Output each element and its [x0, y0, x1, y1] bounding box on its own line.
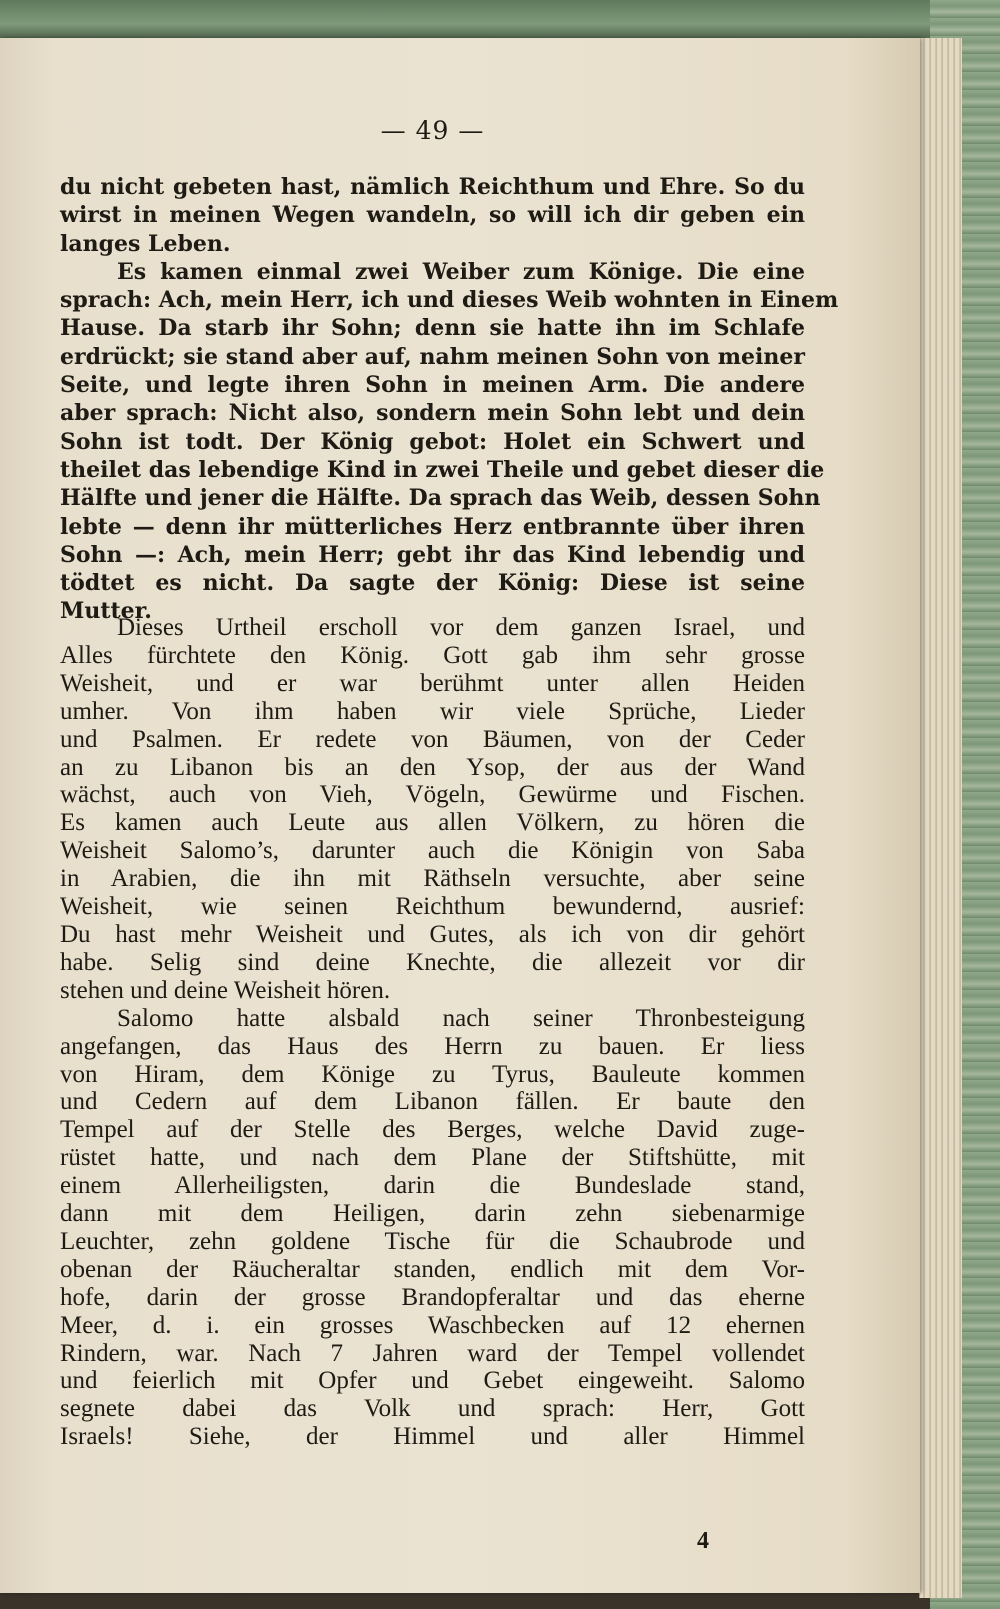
text-line: segnete dabei das Volk und sprach: Herr, Gott — [60, 1395, 805, 1423]
page-stack — [919, 38, 962, 1598]
text-line: und feierlich mit Opfer und Gebet eingeweiht. Salomo — [60, 1367, 805, 1395]
text-line: und Cedern auf dem Libanon fällen. Er baute den — [60, 1088, 805, 1116]
text-line: lebte — denn ihr mütterliches Herz entbrannte über ihren — [60, 513, 805, 540]
text-line: rüstet hatte, und nach dem Plane der Stiftshütte, mit — [60, 1144, 805, 1172]
text-line: tödtet es nicht. Da sagte der König: Diese ist seine — [60, 570, 805, 597]
text-line: du nicht gebeten hast, nämlich Reichthum und Ehre. So du — [60, 174, 805, 200]
text-line: und Psalmen. Er redete von Bäumen, von der Ceder — [60, 725, 805, 753]
text-line: Sohn —: Ach, mein Herr; gebt ihr das Kind lebendig und — [60, 541, 805, 568]
text-line: wächst, auch von Vieh, Vögeln, Gewürme und Fischen. — [60, 781, 805, 809]
text-line: Tempel auf der Stelle des Berges, welche David zuge- — [60, 1116, 805, 1144]
book-cover-edge — [0, 0, 1000, 40]
fraktur-paragraphs — [60, 173, 839, 626]
text-line: sprach: Ach, mein Herr, ich und dieses Weib wohnten in Einem — [60, 287, 839, 314]
text-line: von Hiram, dem Könige zu Tyrus, Bauleute kommen — [60, 1060, 805, 1088]
text-line: Meer, d. i. ein grosses Waschbecken auf 12 ehernen — [60, 1311, 805, 1339]
text-line: dann mit dem Heiligen, darin zehn siebenarmige — [60, 1200, 805, 1228]
text-line: Dieses Urtheil erscholl vor dem ganzen Israel, und — [117, 614, 805, 641]
text-line: einem Allerheiligsten, darin die Bundeslade stand, — [60, 1172, 805, 1200]
text-line: erdrückt; sie stand aber auf, nahm meinen Sohn von meiner — [60, 343, 805, 370]
text-line: an zu Libanon bis an den Ysop, der aus der Wand — [60, 753, 805, 781]
roman-paragraphs — [60, 614, 805, 1451]
text-line: Mutter. — [60, 598, 152, 625]
text-line: wirst in meinen Wegen wandeln, so will ich dir geben ein — [60, 202, 805, 229]
text-line: Rindern, war. Nach 7 Jahren ward der Tempel vollendet — [60, 1339, 805, 1367]
text-line: Leuchter, zehn goldene Tische für die Schaubrode und — [60, 1227, 805, 1255]
text-line: Seite, und legte ihren Sohn in meinen Arm. Die andere — [60, 372, 805, 399]
text-line: Weisheit, und er war berühmt unter allen Heiden — [60, 669, 805, 697]
text-line: Salomo hatte alsbald nach seiner Thronbesteigung — [117, 1004, 805, 1032]
page-number: — 49 — — [380, 116, 485, 145]
text-line: Es kamen auch Leute aus allen Völkern, zu hören die — [60, 809, 805, 837]
book-page — [0, 38, 920, 1593]
text-line: Alles fürchtete den König. Gott gab ihm sehr grosse — [60, 641, 805, 669]
text-line: hofe, darin der grosse Brandopferaltar und das eherne — [60, 1283, 805, 1311]
text-line: Weisheit Salomo’s, darunter auch die Königin von Saba — [60, 837, 805, 865]
text-line: langes Leben. — [60, 230, 231, 257]
text-line: Hälfte und jener die Hälfte. Da sprach das Weib, dessen Sohn — [60, 485, 821, 512]
text-line: Es kamen einmal zwei Weiber zum Könige. Die eine — [117, 258, 805, 285]
text-line: habe. Selig sind deine Knechte, die allezeit vor dir — [60, 948, 805, 976]
text-line: in Arabien, die ihn mit Räthseln versuchte, aber seine — [60, 865, 805, 893]
text-line: Israels! Siehe, der Himmel und aller Himmel — [60, 1423, 805, 1451]
text-line: Du hast mehr Weisheit und Gutes, als ich von dir gehört — [60, 920, 805, 948]
text-line: Hause. Da starb ihr Sohn; denn sie hatte ihn im Schlafe — [60, 315, 805, 342]
signature-mark: 4 — [697, 1528, 709, 1554]
text-line: Weisheit, wie seinen Reichthum bewundernd, ausrief: — [60, 893, 805, 921]
text-line: umher. Von ihm haben wir viele Sprüche, Lieder — [60, 697, 805, 725]
text-line: aber sprach: Nicht also, sondern mein Sohn lebt und dein — [60, 400, 805, 427]
text-line: stehen und deine Weisheit hören. — [60, 976, 391, 1004]
text-line: obenan der Räucheraltar standen, endlich mit dem Vor- — [60, 1255, 805, 1283]
text-line: angefangen, das Haus des Herrn zu bauen. Er liess — [60, 1032, 805, 1060]
text-line: Sohn ist todt. Der König gebot: Holet ein Schwert und — [60, 428, 805, 455]
text-line: theilet das lebendige Kind in zwei Theile und gebet dieser die — [60, 456, 825, 483]
